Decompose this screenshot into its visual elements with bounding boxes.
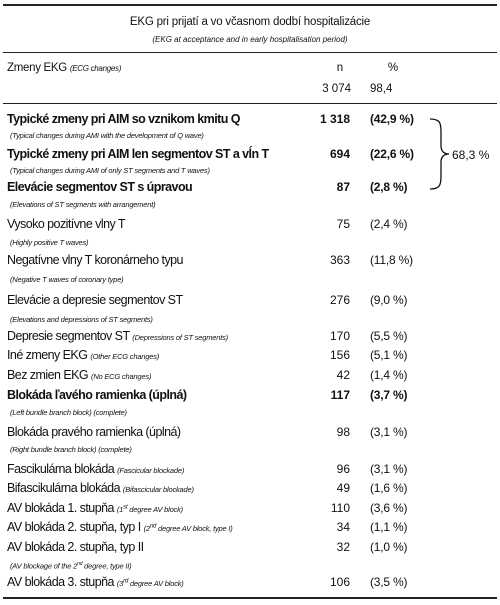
row-label-en: (Typical changes during AMI with the development of Q wave)	[10, 131, 204, 140]
row-label-en: (Typical changes during AMI of only ST segments and T waves)	[10, 166, 210, 175]
row-label	[7, 481, 194, 495]
row-count: 117	[330, 388, 350, 402]
row-percent: (1,6 %)	[370, 481, 408, 495]
row-label-sk: Bifascikulárna blokáda	[7, 481, 120, 495]
row-percent: (22,6 %)	[370, 147, 414, 161]
row-count: 170	[329, 329, 350, 343]
row-count: 42	[336, 368, 350, 382]
row-count: 98	[336, 425, 350, 439]
row-label: Typické zmeny pri AIM len segmentov ST a vĺn T	[7, 147, 269, 161]
row-label-en: (Other ECG changes)	[90, 352, 160, 361]
row-count: 110	[330, 501, 350, 515]
row-count: 106	[329, 575, 350, 589]
row-label	[7, 368, 151, 382]
row-label	[7, 348, 159, 362]
row-label-en: (No ECG changes)	[91, 372, 152, 381]
en-pre: (3	[116, 579, 124, 588]
row-label-en	[144, 524, 233, 533]
row-label-en: (Depressions of ST segments)	[132, 333, 228, 342]
row-count: 1 318	[319, 112, 350, 126]
en-post: degree AV block, type I)	[156, 524, 233, 533]
row-label-en	[117, 579, 184, 588]
en-sup: nd	[149, 523, 157, 530]
row-percent: (1,4 %)	[370, 368, 408, 382]
header-bottom-rule	[3, 103, 497, 104]
row-count: 75	[336, 217, 350, 231]
row-label	[7, 520, 233, 534]
row-percent: (3,5 %)	[370, 575, 408, 589]
row-count: 87	[336, 180, 350, 194]
row-percent: (2,4 %)	[370, 217, 408, 231]
row-label-en: (Bifascicular blockade)	[122, 485, 194, 494]
top-rule	[3, 4, 497, 6]
header-pct-total: 98,4	[370, 83, 393, 95]
row-count: 694	[329, 147, 350, 161]
row-percent: (2,8 %)	[370, 180, 408, 194]
row-label: Negatívne vlny T koronárneho typu	[7, 253, 183, 267]
row-label-en: (Fascicular blockade)	[117, 466, 185, 475]
row-label-en: (Right bundle branch block) (complete)	[10, 445, 132, 454]
brace-total: 68,3 %	[452, 148, 490, 162]
row-label	[7, 501, 183, 515]
header-label-en: (ECG changes)	[69, 64, 122, 73]
row-label	[7, 575, 184, 589]
row-label: Blokáda pravého ramienka (úplná)	[7, 425, 181, 439]
row-label-sk: AV blokáda 1. stupňa	[7, 501, 114, 515]
row-label	[7, 462, 184, 476]
row-count: 276	[329, 293, 350, 307]
row-percent: (9,0 %)	[370, 293, 408, 307]
row-label-en: (Elevations of ST segments with arrangement)	[10, 200, 156, 209]
row-label-sk: Bez zmien EKG	[7, 368, 89, 382]
row-count: 363	[329, 253, 350, 267]
en-pre: (2	[143, 524, 150, 533]
header-label-sk: Zmeny EKG	[7, 62, 67, 74]
en-post: degree AV block)	[128, 579, 184, 588]
row-label: AV blokáda 2. stupňa, typ II	[7, 540, 144, 554]
row-label	[7, 329, 228, 343]
row-percent: (1,0 %)	[370, 540, 408, 554]
row-percent: (1,1 %)	[370, 520, 408, 534]
row-label-sk: Depresie segmentov ST	[7, 329, 130, 343]
row-count: 96	[336, 462, 350, 476]
en-pre: (AV blockage of the 2	[10, 561, 78, 571]
row-label: Typické zmeny pri AIM so vznikom kmitu Q	[7, 112, 240, 126]
en-sup: st	[123, 504, 128, 511]
row-label-en: (Elevations and depressions of ST segments)	[10, 315, 153, 324]
row-label-en: (Negative T waves of coronary type)	[10, 275, 124, 284]
header-n: n	[336, 62, 344, 74]
row-label-sk: Iné zmeny EKG	[7, 348, 88, 362]
header-rule	[3, 52, 497, 53]
row-count: 32	[336, 540, 350, 554]
row-count: 34	[336, 520, 350, 534]
brace-icon	[428, 118, 452, 190]
row-label-en	[10, 561, 131, 571]
row-percent: (5,5 %)	[370, 329, 408, 343]
row-percent: (11,8 %)	[370, 253, 413, 267]
header-label	[7, 62, 121, 74]
row-count: 49	[336, 481, 350, 495]
row-label-sk: Fascikulárna blokáda	[7, 462, 115, 476]
header-pct: %	[387, 62, 399, 74]
row-label: Blokáda ľavého ramienka (úplná)	[7, 388, 187, 402]
table-subtitle: (EKG at acceptance and in early hospitalisation period)	[152, 35, 348, 44]
bottom-rule	[3, 597, 497, 599]
row-label: Elevácie a depresie segmentov ST	[7, 293, 183, 307]
row-label-en: (Highly positive T waves)	[10, 238, 89, 247]
row-percent: (3,7 %)	[370, 388, 408, 402]
en-post: degree AV block)	[127, 505, 183, 514]
en-post: degree, type II)	[82, 561, 132, 571]
row-label: Vysoko pozitívne vlny T	[7, 217, 125, 231]
en-sup: rd	[123, 578, 129, 585]
row-percent: (3,1 %)	[370, 425, 408, 439]
row-label-sk: AV blokáda 3. stupňa	[7, 575, 114, 589]
row-label-en	[117, 505, 183, 514]
row-percent: (3,6 %)	[370, 501, 408, 515]
row-label: Elevácie segmentov ST s úpravou	[7, 180, 193, 194]
row-label-en: (Left bundle branch block) (complete)	[10, 408, 127, 417]
en-pre: (1	[116, 505, 124, 514]
table-title: EKG pri prijatí a vo včasnom dodbí hospitalizácie	[129, 16, 371, 28]
row-percent: (5,1 %)	[370, 348, 408, 362]
header-n-total: 3 074	[322, 83, 351, 95]
en-sup: nd	[77, 561, 83, 567]
row-percent: (42,9 %)	[370, 112, 414, 126]
row-percent: (3,1 %)	[370, 462, 408, 476]
row-count: 156	[329, 348, 350, 362]
row-label-sk: AV blokáda 2. stupňa, typ I	[7, 520, 141, 534]
